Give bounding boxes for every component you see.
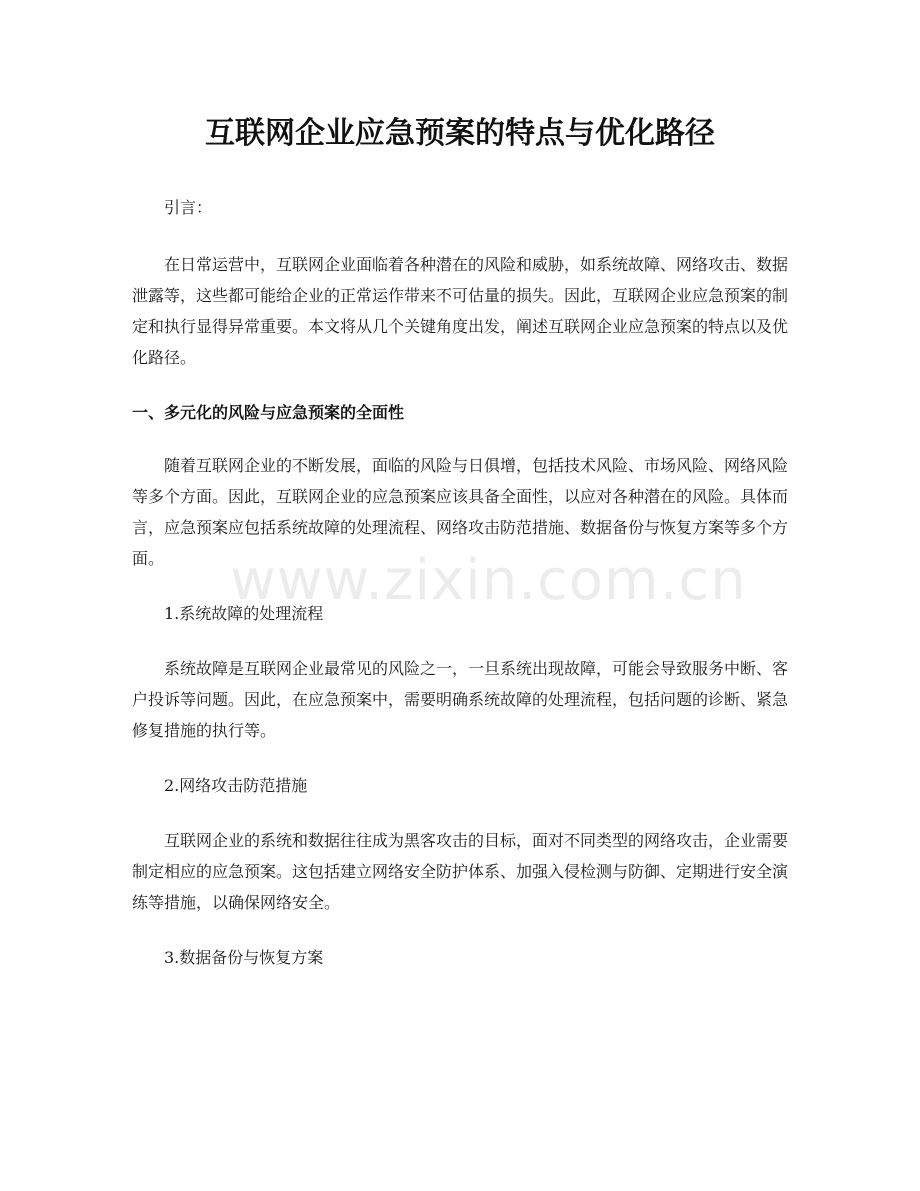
intro-paragraph: 在日常运营中，互联网企业面临着各种潜在的风险和威胁，如系统故障、网络攻击、数据泄露等，这些都可能给企业的正常运作带来不可估量的损失。因此，互联网企业应急预案的制定和执行显得异常重要。本文将从几个关键角度出发，阐述互联网企业应急预案的特点以及优化路径。 bbox=[132, 255, 789, 367]
intro-label: 引言： bbox=[164, 198, 213, 217]
document-page bbox=[132, 100, 788, 997]
subsection-heading-1: 1.系统故障的处理流程 bbox=[164, 604, 324, 623]
subsection-heading-2: 2.网络攻击防范措施 bbox=[164, 776, 308, 795]
subsection-1-paragraph: 系统故障是互联网企业最常见的风险之一，一旦系统出现故障，可能会导致服务中断、客户投诉等问题。因此，在应急预案中，需要明确系统故障的处理流程，包括问题的诊断、紧急修复措施的执行等。 bbox=[132, 659, 789, 740]
watermark: www.zixin.com.cn bbox=[230, 548, 747, 613]
section-heading-1: 一、多元化的风险与应急预案的全面性 bbox=[132, 403, 405, 422]
subsection-2-paragraph: 互联网企业的系统和数据往往成为黑客攻击的目标，面对不同类型的网络攻击，企业需要制定相应的应急预案。这包括建立网络安全防护体系、加强入侵检测与防御、定期进行安全演练等措施，以确保网络安全。 bbox=[132, 831, 789, 912]
page-title: 互联网企业应急预案的特点与优化路径 bbox=[205, 116, 715, 151]
subsection-heading-3: 3.数据备份与恢复方案 bbox=[164, 948, 324, 967]
section-1-paragraph: 随着互联网企业的不断发展，面临的风险与日俱增，包括技术风险、市场风险、网络风险等多个方面。因此，互联网企业的应急预案应该具备全面性，以应对各种潜在的风险。具体而言，应急预案应包括系统故障的处理流程、网络攻击防范措施、数据备份与恢复方案等多个方面。 bbox=[132, 456, 789, 568]
